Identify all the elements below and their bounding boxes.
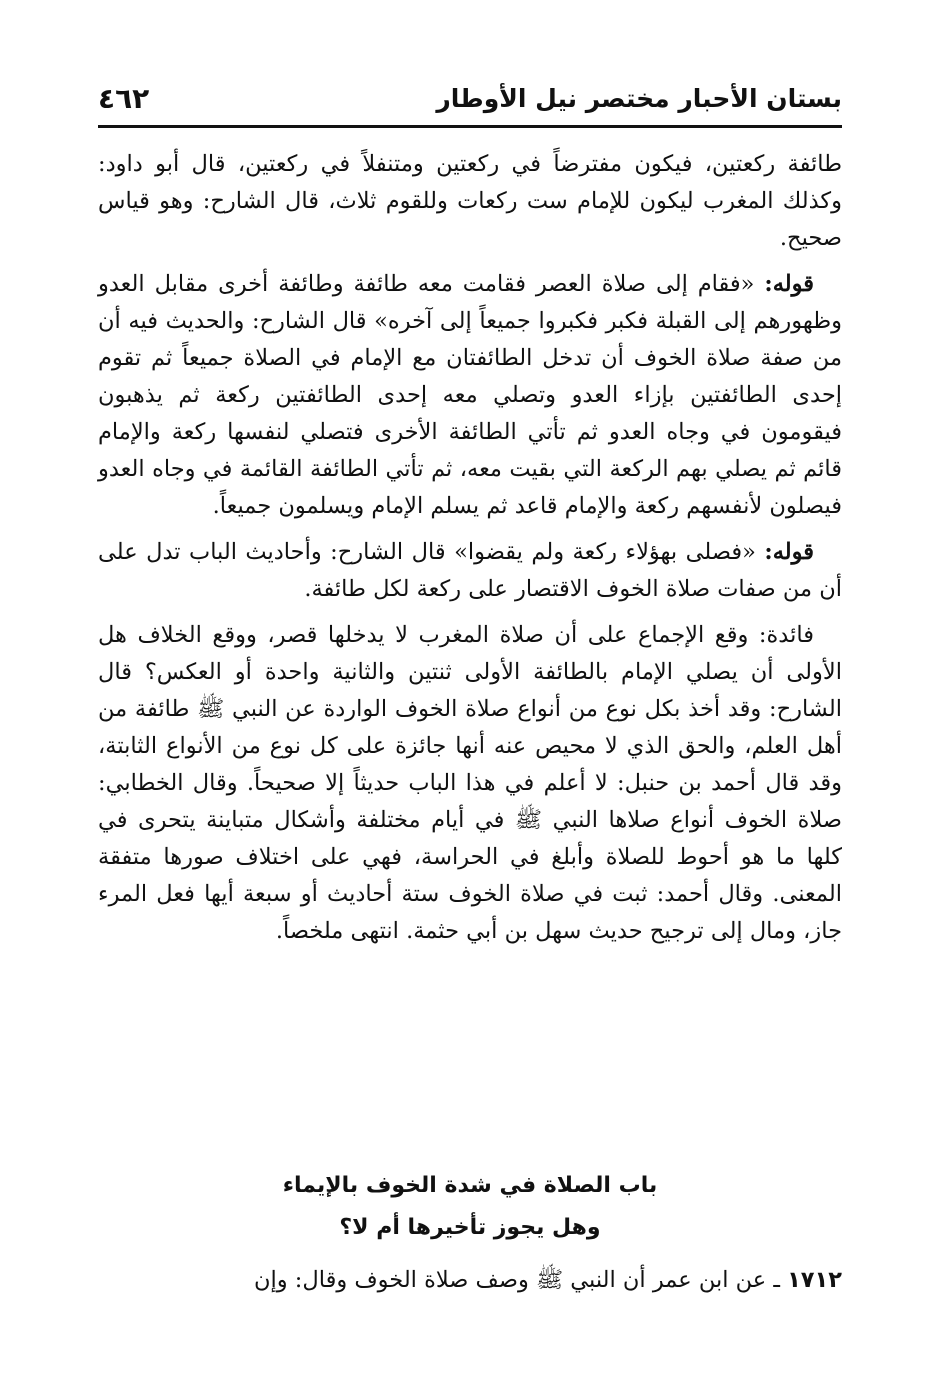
hadith-text: ـ عن ابن عمر أن النبي ﷺ وصف صلاة الخوف وقال: وإن — [254, 1267, 788, 1293]
page-number: ٤٦٢ — [98, 82, 150, 115]
chapter-heading — [98, 1165, 842, 1249]
paragraph-2 — [98, 266, 842, 525]
chapter-title-line-1: باب الصلاة في شدة الخوف بالإيماء — [282, 1173, 658, 1198]
paragraph-3-text: «فصلى بهؤلاء ركعة ولم يقضوا» قال الشارح: وأحاديث الباب تدل على أن من صفات صلاة الخوف الاقتصار على ركعة لكل طائفة. — [98, 539, 842, 602]
hadith-entry — [98, 1262, 842, 1299]
chapter-title-line-2: وهل يجوز تأخيرها أم لا؟ — [339, 1215, 601, 1240]
body-text — [98, 146, 842, 959]
paragraph-2-text: «فقام إلى صلاة العصر فقامت معه طائفة وطائفة أخرى مقابل العدو وظهورهم إلى القبلة فكبر فكبروا جميعاً إلى آخره» قال الشارح: والحديث فيه أن من صفة صلاة الخوف أن تدخل الطائفتان مع الإمام في الصلاة جميعاً ثم تقوم إحدى الطائفتين بإزاء العدو وتصلي معه إحدى الطائفتين ركعة ثم يذهبون فيقومون في وجاه العدو ثم تأتي الطائفة الأخرى فتصلي لنفسها ركعة والإمام قائم ثم يصلي بهم الركعة التي بقيت معه، ثم تأتي الطائفة القائمة في وجاه العدو فيصلون لأنفسهم ركعة والإمام قاعد ثم يسلم الإمام ويسلمون جميعاً. — [98, 271, 842, 519]
paragraph-1: طائفة ركعتين، فيكون مفترضاً في ركعتين ومتنفلاً في ركعتين، قال أبو داود: وكذلك المغرب ليكون للإمام ست ركعات وللقوم ثلاث، قال الشارح: وهو قياس صحيح. — [98, 151, 842, 251]
running-title: بستان الأحبار مختصر نيل الأوطار — [436, 84, 842, 113]
running-header — [98, 78, 842, 128]
hadith-number: ١٧١٢ — [787, 1267, 842, 1293]
paragraph-3-lead: قوله: — [764, 539, 814, 565]
paragraph-4: فائدة: وقع الإجماع على أن صلاة المغرب لا يدخلها قصر، ووقع الخلاف هل الأولى أن يصلي الإمام بالطائفة الأولى ثنتين والثانية واحدة أو العكس؟ قال الشارح: وقد أخذ بكل نوع من أنواع صلاة الخوف الواردة عن النبي ﷺ طائفة من أهل العلم، والحق الذي لا محيص عنه أنها جائزة على كل نوع من الأنواع الثابتة، وقد قال أحمد بن حنبل: لا أعلم في هذا الباب حديثاً إلا صحيحاً. وقال الخطابي: صلاة الخوف أنواع صلاها النبي ﷺ في أيام مختلفة وأشكال متباينة يتحرى في كلها ما هو أحوط للصلاة وأبلغ في الحراسة، فهي على اختلاف صورها متفقة المعنى. وقال أحمد: ثبت في صلاة الخوف ستة أحاديث أو سبعة أيها فعل المرء جاز، ومال إلى ترجيح حديث سهل بن أبي حثمة. انتهى ملخصاً. — [98, 622, 842, 944]
paragraph-3 — [98, 534, 842, 608]
paragraph-2-lead: قوله: — [764, 271, 814, 297]
